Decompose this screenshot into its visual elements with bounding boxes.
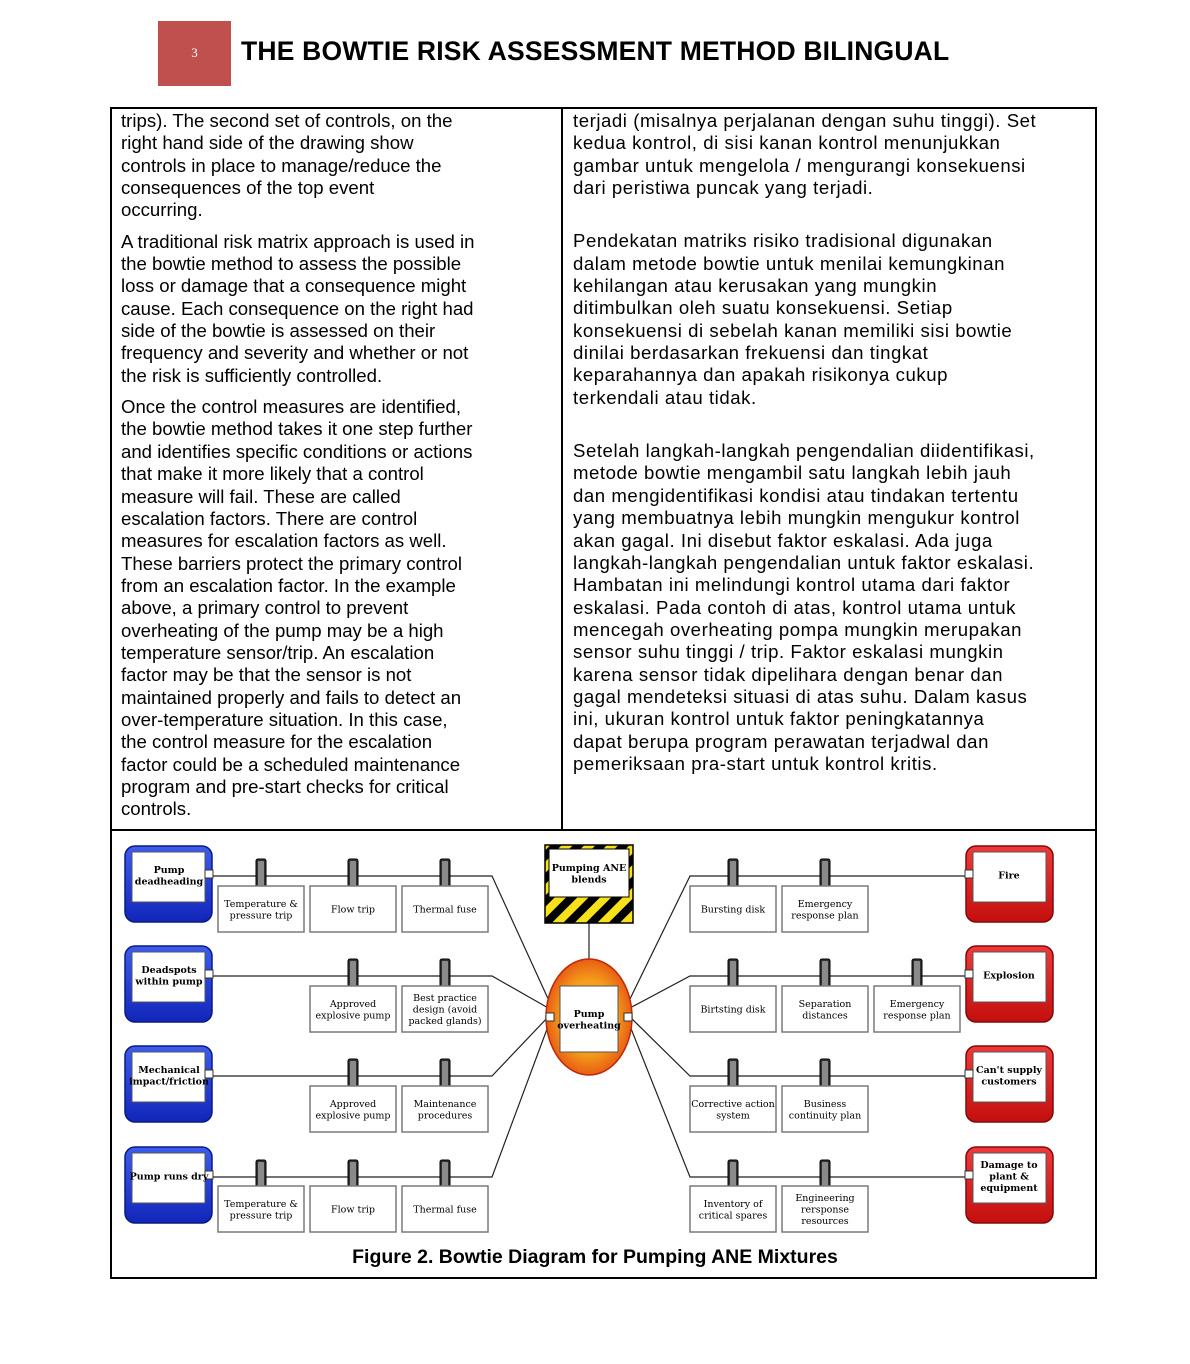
text-line: measures for escalation factors as well. — [121, 530, 447, 552]
paragraph — [573, 230, 1036, 409]
paragraph — [573, 440, 1036, 775]
threat-node — [125, 1147, 213, 1223]
text-line: These barriers protect the primary control — [121, 552, 463, 574]
text-line: langkah-langkah pengendalian untuk faktor eskalasi. — [573, 551, 1035, 573]
barrier — [402, 959, 488, 1032]
text-line: controls. — [121, 798, 192, 820]
document-title: THE BOWTIE RISK ASSESSMENT METHOD BILINGUAL — [241, 36, 950, 66]
barrier-label: Thermal fuse — [413, 1204, 477, 1216]
text-line: keparahannya dan apakah risikonya cukup — [573, 364, 948, 386]
text-line: temperature sensor/trip. An escalation — [121, 641, 435, 663]
barrier — [402, 859, 488, 932]
text-line: dapat berupa program perawatan terjadwal dan — [573, 730, 989, 752]
threat-label: Mechanical impact/friction — [129, 1064, 209, 1088]
text-line: factor could be a scheduled maintenance — [121, 753, 461, 775]
text-line: that make it more likely that a control — [121, 463, 424, 485]
text-line: terjadi (misalnya perjalanan dengan suhu tinggi). Set — [573, 110, 1037, 131]
paragraph — [121, 231, 474, 387]
top-event-node — [546, 959, 632, 1075]
barrier-label: Temperature & pressure trip — [224, 1198, 298, 1222]
threat-node — [125, 846, 213, 922]
threat-label: Pump deadheading — [134, 864, 204, 888]
text-line: Setelah langkah-langkah pengendalian diidentifikasi, — [573, 440, 1035, 462]
barrier-label: Approved explosive pump — [315, 1098, 391, 1122]
page-number: 3 — [191, 45, 198, 60]
barrier-label: Flow trip — [331, 1204, 375, 1216]
barrier — [782, 859, 868, 932]
consequence-node — [965, 946, 1053, 1022]
text-line: the bowtie method takes it one step further — [121, 418, 473, 440]
text-line: metode bowtie mengambil satu langkah lebih jauh — [573, 462, 1012, 484]
barrier-label: Business continuity plan — [788, 1098, 862, 1122]
text-line: yang membuatnya lebih mungkin mengukur kontrol — [573, 507, 1020, 529]
text-line: cause. Each consequence on the right had — [121, 297, 474, 319]
hazard-node — [545, 845, 633, 923]
barrier-label: Emergency response plan — [791, 898, 859, 922]
barrier — [690, 1160, 776, 1232]
barrier-label: Bursting disk — [700, 904, 766, 916]
text-line: pemeriksaan pra-start untuk kontrol kritis. — [573, 752, 938, 774]
figure-caption: Figure 2. Bowtie Diagram for Pumping ANE Mixtures — [352, 1246, 838, 1268]
text-line: from an escalation factor. In the example — [121, 574, 456, 596]
text-line: controls in place to manage/reduce the — [121, 154, 442, 176]
text-line: ini, ukuran kontrol untuk faktor peningkatannya — [573, 708, 985, 730]
text-line: eskalasi. Pada contoh di atas, kontrol utama untuk — [573, 596, 1017, 618]
barrier-label: Engineering rersponse resources — [795, 1193, 855, 1227]
consequence-port — [965, 970, 973, 978]
text-line: dinilai berdasarkan frekuensi dan tingkat — [573, 342, 929, 364]
text-line: the risk is sufficiently controlled. — [121, 364, 383, 386]
text-line: above, a primary control to prevent — [121, 597, 409, 619]
text-line: over-temperature situation. In this case, — [121, 708, 448, 730]
barrier — [310, 1160, 396, 1232]
text-line: side of the bowtie is assessed on their — [121, 320, 436, 342]
barrier — [310, 959, 396, 1032]
text-line: mencegah overheating pompa mungkin merupakan — [573, 618, 1023, 640]
barrier-label: Maintenance procedures — [413, 1098, 477, 1122]
barrier — [690, 959, 776, 1032]
barrier — [218, 859, 304, 932]
barrier-label: Best practice design (avoid packed glands) — [408, 993, 482, 1027]
barrier-label: Corrective action system — [691, 1098, 775, 1122]
text-line: Hambatan ini melindungi kontrol utama dari faktor — [573, 574, 1011, 596]
barrier-label: Inventory of critical spares — [698, 1198, 768, 1222]
text-line: escalation factors. There are control — [121, 507, 418, 529]
consequence-port — [965, 870, 973, 878]
threat-label: Pump runs dry — [129, 1171, 209, 1183]
text-line: kehilangan atau kerusakan yang mungkin — [573, 275, 938, 297]
text-line: dari peristiwa puncak yang terjadi. — [573, 177, 874, 199]
text-line: right hand side of the drawing show — [121, 132, 414, 154]
text-line: maintained properly and fails to detect an — [121, 686, 462, 708]
text-line: loss or damage that a consequence might — [121, 275, 467, 297]
top-event-port-left — [546, 1013, 554, 1021]
consequence-label: Explosion — [983, 970, 1035, 982]
text-line: Once the control measures are identified, — [121, 396, 462, 418]
consequence-node — [965, 1046, 1053, 1122]
text-line: the control measure for the escalation — [121, 731, 433, 753]
text-line: frequency and severity and whether or not — [121, 342, 469, 364]
text-line: trips). The second set of controls, on the — [121, 110, 453, 131]
top-event-label: Pump overheating — [557, 1008, 621, 1032]
column-divider — [561, 107, 563, 831]
threat-node — [125, 946, 213, 1022]
paragraph — [573, 110, 1036, 199]
barrier-label: Approved explosive pump — [315, 998, 391, 1022]
barrier — [690, 1059, 776, 1132]
barrier — [218, 1160, 304, 1232]
barrier-label: Thermal fuse — [413, 904, 477, 916]
text-line: factor may be that the sensor is not — [121, 664, 412, 686]
text-line: consequences of the top event — [121, 177, 375, 199]
text-line: dalam metode bowtie untuk menilai kemungkinan — [573, 252, 1005, 274]
text-line: ditimbulkan oleh suatu konsekuensi. Setiap — [573, 297, 953, 319]
text-line: gagal mendeteksi situasi di atas suhu. Dalam kasus — [573, 685, 1028, 707]
barrier — [310, 859, 396, 932]
text-line: dan mengidentifikasi kondisi atau tindakan tertentu — [573, 484, 1019, 506]
barrier — [310, 1059, 396, 1132]
barrier — [402, 1059, 488, 1132]
barrier-label: Emergency response plan — [883, 998, 951, 1022]
barrier — [782, 1160, 868, 1232]
barrier-label: Birtsting disk — [700, 1004, 766, 1016]
barrier — [402, 1160, 488, 1232]
text-line: Pendekatan matriks risiko tradisional digunakan — [573, 230, 993, 252]
text-line: overheating of the pump may be a high — [121, 619, 444, 641]
barrier — [690, 859, 776, 932]
text-line: occurring. — [121, 199, 203, 221]
barrier-label: Flow trip — [331, 904, 375, 916]
bowtie-diagram — [112, 831, 1095, 1277]
text-line: konsekuensi di sebelah kanan memiliki sisi bowtie — [573, 319, 1013, 341]
threat-port — [205, 870, 213, 878]
barrier — [782, 1059, 868, 1132]
indonesian-column — [573, 110, 1036, 775]
barrier — [874, 959, 960, 1032]
hazard-label: Pumping ANE blends — [551, 862, 627, 886]
text-line: and identifies specific conditions or actions — [121, 440, 473, 462]
page-number-badge — [158, 21, 231, 86]
consequence-label: Can't supply customers — [976, 1064, 1042, 1088]
text-line: the bowtie method to assess the possible — [121, 253, 462, 275]
threat-port — [205, 970, 213, 978]
consequence-port — [965, 1171, 973, 1179]
consequence-label: Fire — [998, 870, 1020, 882]
barrier — [782, 959, 868, 1032]
threat-node — [125, 1046, 213, 1122]
paragraph — [121, 110, 474, 222]
text-line: terkendali atau tidak. — [573, 386, 757, 408]
paragraph — [121, 396, 474, 821]
barrier-label: Temperature & pressure trip — [224, 898, 298, 922]
text-line: sensor suhu tinggi / trip. Faktor eskalasi mungkin — [573, 641, 1004, 663]
consequence-port — [965, 1070, 973, 1078]
text-line: measure will fail. These are called — [121, 485, 401, 507]
top-event-port-right — [624, 1013, 632, 1021]
consequence-node — [965, 846, 1053, 922]
text-line: program and pre-start checks for critical — [121, 775, 449, 797]
text-line: akan gagal. Ini disebut faktor eskalasi. Ada juga — [573, 529, 993, 551]
english-column — [121, 110, 474, 821]
threat-label: Deadspots within pump — [135, 964, 203, 988]
consequence-node — [965, 1147, 1053, 1223]
consequence-label: Damage to plant & equipment — [980, 1160, 1038, 1194]
text-line: kedua kontrol, di sisi kanan kontrol menunjukkan — [573, 132, 1001, 154]
text-line: gambar untuk mengelola / mengurangi konsekuensi — [573, 154, 1026, 176]
text-line: karena sensor tidak dipelihara dengan benar dan — [573, 663, 1004, 685]
text-line: A traditional risk matrix approach is used in — [121, 230, 475, 252]
barrier-label: Separation distances — [798, 998, 852, 1022]
